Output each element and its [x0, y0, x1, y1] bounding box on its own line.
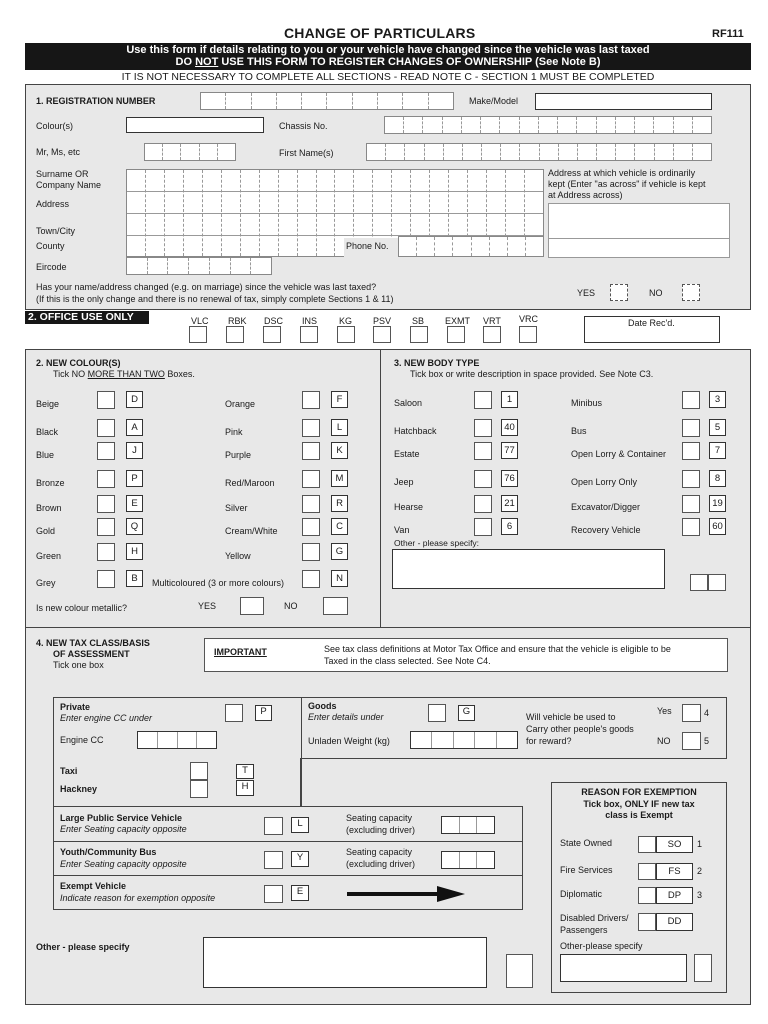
- instruction-banner: [25, 43, 751, 70]
- body-other-code-box[interactable]: [708, 574, 726, 591]
- body-type-name: Minibus: [571, 398, 603, 408]
- office-code-label: VRT: [483, 316, 501, 326]
- hackney-label: Hackney: [60, 784, 98, 794]
- colour-code: N: [331, 570, 348, 587]
- colour-code: G: [331, 543, 348, 560]
- colour-checkbox[interactable]: [97, 543, 115, 561]
- engine-cc-label: Engine CC: [60, 735, 104, 745]
- important-label: IMPORTANT: [214, 647, 267, 657]
- body-type-name: Jeep: [394, 477, 414, 487]
- private-code: P: [255, 705, 272, 721]
- lpsv-checkbox[interactable]: [264, 817, 283, 835]
- body-type-name: Saloon: [394, 398, 423, 408]
- banner-line-1: Use this form if details relating to you or your vehicle have changed since the vehicle was last taxed: [126, 44, 650, 56]
- youth-bus-sub: Enter Seating capacity opposite: [60, 859, 187, 869]
- office-code-label: EXMT: [445, 316, 471, 326]
- body-type-checkbox[interactable]: [682, 391, 700, 409]
- colour-code: E: [126, 495, 143, 512]
- exemption-reason-code: FS: [656, 863, 693, 880]
- office-code-box[interactable]: [447, 326, 465, 343]
- body-type-code: 8: [709, 470, 726, 487]
- body-type-code: 5: [709, 419, 726, 436]
- body-type-name: Excavator/Digger: [571, 502, 641, 512]
- colour-checkbox[interactable]: [302, 570, 320, 588]
- name-change-no-checkbox[interactable]: [682, 284, 700, 301]
- exemption-other-code-box[interactable]: [694, 954, 712, 982]
- new-body-instruction: Tick box or write description in space provided. See Note C3.: [410, 369, 654, 379]
- body-type-name: Open Lorry & Container: [571, 449, 667, 459]
- colour-name: Gold: [36, 526, 56, 536]
- office-code-box[interactable]: [483, 326, 501, 343]
- office-code-label: PSV: [373, 316, 392, 326]
- disabled-checkbox[interactable]: [638, 913, 656, 931]
- colour-code: H: [126, 543, 143, 560]
- eircode-label: Eircode: [36, 262, 67, 272]
- exempt-label: Exempt Vehicle: [60, 881, 127, 891]
- hackney-code: H: [236, 780, 254, 796]
- section-4-tax-class: [25, 627, 751, 1005]
- office-code-box[interactable]: [519, 326, 537, 343]
- section-colour-body: [25, 349, 751, 628]
- tax-other-label: Other - please specify: [36, 942, 130, 952]
- registration-label: 1. REGISTRATION NUMBER: [36, 96, 156, 106]
- office-code-label: DSC: [264, 316, 284, 326]
- private-goods-panel: [53, 697, 727, 759]
- goods-code: G: [458, 705, 475, 721]
- office-code-box[interactable]: [226, 326, 244, 343]
- taxi-hackney-panel: [53, 758, 301, 807]
- form-number: RF111: [712, 28, 744, 40]
- lpsv-seating-label-1: Seating capacity: [346, 813, 413, 823]
- row-divider: [54, 875, 522, 876]
- taxi-label: Taxi: [60, 766, 78, 776]
- office-code-box[interactable]: [373, 326, 391, 343]
- body-type-name: Hearse: [394, 502, 424, 512]
- colour-code: B: [126, 570, 143, 587]
- disabled-label: Disabled Drivers/ Passengers: [560, 913, 629, 935]
- metallic-no-label: NO: [284, 601, 298, 611]
- body-type-checkbox[interactable]: [474, 442, 492, 460]
- name-change-yes-checkbox[interactable]: [610, 284, 628, 301]
- office-code-label: INS: [302, 316, 318, 326]
- office-code-box[interactable]: [337, 326, 355, 343]
- first-name-input[interactable]: [366, 143, 712, 161]
- office-code-box[interactable]: [410, 326, 428, 343]
- youth-seating-input[interactable]: [441, 851, 495, 869]
- body-type-code: 7: [709, 442, 726, 459]
- body-type-checkbox[interactable]: [682, 470, 700, 488]
- address-label: Address: [36, 199, 70, 209]
- form-title: CHANGE OF PARTICULARS: [284, 25, 476, 41]
- colour-code: A: [126, 419, 143, 436]
- exemption-reason-name: Diplomatic: [560, 889, 603, 899]
- private-label: Private: [60, 702, 91, 712]
- town-label: Town/City: [36, 226, 76, 236]
- colour-code: Q: [126, 518, 143, 535]
- private-checkbox[interactable]: [225, 704, 243, 722]
- colour-checkbox[interactable]: [97, 518, 115, 536]
- colour-code: K: [331, 442, 348, 459]
- colour-checkbox[interactable]: [97, 470, 115, 488]
- name-change-note: (If this is the only change and there is no renewal of tax, simply complete Sections 1 & 11): [36, 294, 394, 304]
- youth-bus-label: Youth/Community Bus: [60, 847, 157, 857]
- section-1-registration: [25, 84, 751, 310]
- body-other-label: Other - please specify:: [394, 538, 480, 548]
- exemption-reason-code: SO: [656, 836, 693, 853]
- tax-other-code-box[interactable]: [506, 954, 533, 988]
- surname-label: Surname OR: [36, 169, 89, 179]
- colour-name: Purple: [225, 450, 252, 460]
- important-text-1: See tax class definitions at Motor Tax Office and ensure that the vehicle is eligible to be: [324, 644, 671, 654]
- row-divider: [54, 841, 522, 842]
- reason-exemption-panel: [551, 782, 727, 993]
- body-type-code: 60: [709, 518, 726, 535]
- phone-label: Phone No.: [346, 241, 389, 251]
- body-type-name: Recovery Vehicle: [571, 525, 641, 535]
- colour-checkbox[interactable]: [97, 570, 115, 588]
- goods-label: Goods: [308, 701, 337, 711]
- carry-no-code: 5: [704, 736, 710, 746]
- new-colour-instruction: Tick NO MORE THAN TWO Boxes.: [53, 369, 195, 379]
- unladen-weight-input[interactable]: [410, 731, 518, 749]
- colour-checkbox[interactable]: [97, 419, 115, 437]
- colours-label: Colour(s): [36, 121, 74, 131]
- engine-cc-input[interactable]: [137, 731, 217, 749]
- exemption-sub-1: Tick box, ONLY IF new tax: [583, 799, 695, 809]
- carry-goods-question: Will vehicle be used to Carry other people's goods for reward?: [526, 712, 634, 746]
- goods-checkbox[interactable]: [428, 704, 446, 722]
- body-type-checkbox[interactable]: [682, 442, 700, 460]
- body-type-name: Hatchback: [394, 426, 437, 436]
- colour-code: D: [126, 391, 143, 408]
- exemption-reason-name: State Owned: [560, 838, 613, 848]
- body-type-code: 6: [501, 518, 518, 535]
- colour-code: R: [331, 495, 348, 512]
- chassis-number-input[interactable]: [384, 116, 712, 134]
- body-type-checkbox[interactable]: [682, 518, 700, 536]
- colour-checkbox[interactable]: [97, 391, 115, 409]
- colour-checkbox[interactable]: [302, 543, 320, 561]
- exemption-reason-number: 3: [697, 890, 703, 900]
- colour-code: M: [331, 470, 348, 487]
- colour-code: F: [331, 391, 348, 408]
- carry-no-checkbox[interactable]: [682, 732, 701, 750]
- body-other-code-box[interactable]: [690, 574, 708, 591]
- goods-sub: Enter details under: [308, 712, 384, 722]
- exemption-reason-checkbox[interactable]: [638, 887, 656, 904]
- exemption-other-label: Other-please specify: [560, 941, 643, 951]
- first-name-label: First Name(s): [279, 148, 334, 158]
- office-code-label: VLC: [191, 316, 209, 326]
- lpsv-seating-label-2: (excluding driver): [346, 825, 416, 835]
- office-code-box[interactable]: [300, 326, 318, 343]
- body-other-input[interactable]: [392, 549, 665, 589]
- completion-note: IT IS NOT NECESSARY TO COMPLETE ALL SECTIONS - READ NOTE C - SECTION 1 MUST BE COMPLETED: [121, 71, 655, 83]
- chassis-label: Chassis No.: [279, 121, 328, 131]
- new-colour-title: 2. NEW COLOUR(S): [36, 358, 121, 368]
- exemption-reason-checkbox[interactable]: [638, 836, 656, 853]
- section-divider: [380, 350, 381, 628]
- exemption-reason-number: 2: [697, 866, 703, 876]
- make-model-input[interactable]: [535, 93, 712, 110]
- colour-name: Blue: [36, 450, 55, 460]
- lpsv-seating-input[interactable]: [441, 816, 495, 834]
- body-type-code: 1: [501, 391, 518, 408]
- tax-class-tick-one: Tick one box: [53, 660, 104, 670]
- name-change-yes-label: YES: [577, 288, 596, 298]
- taxi-checkbox[interactable]: [190, 762, 208, 780]
- youth-seating-label-2: (excluding driver): [346, 859, 416, 869]
- exemption-reason-number: 1: [697, 839, 703, 849]
- county-label: County: [36, 241, 65, 251]
- name-change-no-label: NO: [649, 288, 663, 298]
- important-text-2: Taxed in the class selected. See Note C4.: [324, 656, 491, 666]
- colours-input[interactable]: [126, 117, 264, 133]
- metallic-question: Is new colour metallic?: [36, 603, 128, 613]
- office-code-label: KG: [339, 316, 353, 326]
- carry-yes-code: 4: [704, 708, 710, 718]
- body-type-code: 40: [501, 419, 518, 436]
- colour-name: Multicoloured (3 or more colours): [152, 578, 285, 588]
- psv-exempt-panel: [53, 806, 523, 910]
- colour-name: Beige: [36, 399, 60, 409]
- office-code-label: RBK: [228, 316, 247, 326]
- body-type-code: 21: [501, 495, 518, 512]
- make-model-label: Make/Model: [469, 96, 519, 106]
- body-type-name: Estate: [394, 449, 420, 459]
- colour-name: Grey: [36, 578, 56, 588]
- colour-name: Bronze: [36, 478, 65, 488]
- tax-class-title-1: 4. NEW TAX CLASS/BASIS: [36, 638, 150, 648]
- body-type-checkbox[interactable]: [682, 419, 700, 437]
- body-type-checkbox[interactable]: [474, 470, 492, 488]
- body-type-checkbox[interactable]: [474, 518, 492, 536]
- office-use-title: 2. OFFICE USE ONLY: [25, 311, 149, 324]
- carry-no-label: NO: [657, 736, 671, 746]
- exemption-title: REASON FOR EXEMPTION: [581, 787, 697, 797]
- colour-name: Silver: [225, 503, 248, 513]
- office-code-label: SB: [412, 316, 425, 326]
- date-received-box[interactable]: [584, 316, 720, 343]
- exempt-code: E: [291, 885, 309, 901]
- colour-checkbox[interactable]: [302, 518, 320, 536]
- exempt-sub: Indicate reason for exemption opposite: [60, 893, 216, 903]
- carry-yes-checkbox[interactable]: [682, 704, 701, 722]
- exemption-reason-checkbox[interactable]: [638, 863, 656, 880]
- banner-line-2: DO NOT USE THIS FORM TO REGISTER CHANGES OF OWNERSHIP (See Note B): [175, 56, 601, 68]
- lpsv-code: L: [291, 817, 309, 833]
- colour-name: Black: [36, 427, 59, 437]
- body-type-code: 3: [709, 391, 726, 408]
- hackney-checkbox[interactable]: [190, 780, 208, 798]
- lpsv-label: Large Public Service Vehicle: [60, 813, 183, 823]
- disabled-code: DD: [656, 913, 693, 931]
- colour-code: J: [126, 442, 143, 459]
- colour-checkbox[interactable]: [97, 495, 115, 513]
- colour-code: C: [331, 518, 348, 535]
- body-type-code: 77: [501, 442, 518, 459]
- colour-name: Red/Maroon: [225, 478, 275, 488]
- date-received-label: Date Rec'd.: [628, 318, 675, 328]
- youth-seating-label-1: Seating capacity: [346, 847, 413, 857]
- registration-number-input[interactable]: [200, 92, 454, 110]
- office-use-codes: [185, 316, 545, 346]
- taxi-code: T: [236, 764, 254, 779]
- private-sub: Enter engine CC under: [60, 713, 153, 723]
- exemption-reason-code: DP: [656, 887, 693, 904]
- colour-name: Brown: [36, 503, 62, 513]
- colour-code: L: [331, 419, 348, 436]
- youth-bus-checkbox[interactable]: [264, 851, 283, 869]
- colour-checkbox[interactable]: [302, 495, 320, 513]
- colour-name: Green: [36, 551, 62, 561]
- body-type-name: Van: [394, 525, 410, 535]
- body-type-checkbox[interactable]: [474, 495, 492, 513]
- body-type-checkbox[interactable]: [474, 391, 492, 409]
- unladen-weight-label: Unladen Weight (kg): [308, 736, 390, 746]
- exemption-sub-2: class is Exempt: [605, 810, 673, 820]
- metallic-yes-checkbox[interactable]: [240, 597, 264, 615]
- arrow-right-icon: [347, 885, 465, 903]
- eircode-input[interactable]: [126, 257, 272, 275]
- metallic-yes-label: YES: [198, 601, 217, 611]
- office-code-box[interactable]: [189, 326, 207, 343]
- company-label: Company Name: [36, 180, 102, 190]
- exemption-other-input[interactable]: [560, 954, 687, 982]
- exempt-checkbox[interactable]: [264, 885, 283, 903]
- colour-name: Cream/White: [225, 526, 278, 536]
- colour-checkbox[interactable]: [302, 419, 320, 437]
- tax-other-input[interactable]: [203, 937, 487, 988]
- colour-name: Orange: [225, 399, 256, 409]
- title-input[interactable]: [144, 143, 236, 161]
- colour-name: Yellow: [225, 551, 251, 561]
- important-notice: [204, 638, 728, 672]
- panel-divider: [301, 698, 302, 810]
- colour-code: P: [126, 470, 143, 487]
- colour-checkbox[interactable]: [97, 442, 115, 460]
- body-type-name: Bus: [571, 426, 587, 436]
- ordinary-address-note: Address at which vehicle is ordinarily kept (Enter "as across" if vehicle is kept at Address across): [548, 168, 706, 200]
- new-body-title: 3. NEW BODY TYPE: [394, 358, 480, 368]
- exemption-reason-name: Fire Services: [560, 865, 613, 875]
- office-code-label: VRC: [519, 314, 539, 324]
- office-code-box[interactable]: [263, 326, 281, 343]
- lpsv-sub: Enter Seating capacity opposite: [60, 824, 187, 834]
- colour-checkbox[interactable]: [302, 391, 320, 409]
- body-type-name: Open Lorry Only: [571, 477, 638, 487]
- phone-input[interactable]: [398, 236, 544, 257]
- name-change-question: Has your name/address changed (e.g. on marriage) since the vehicle was last taxed?: [36, 282, 377, 292]
- tax-class-title-2: OF ASSESSMENT: [53, 649, 130, 659]
- body-type-checkbox[interactable]: [474, 419, 492, 437]
- body-type-checkbox[interactable]: [682, 495, 700, 513]
- colour-checkbox[interactable]: [302, 442, 320, 460]
- ordinary-address-input[interactable]: [548, 203, 730, 258]
- colour-checkbox[interactable]: [302, 470, 320, 488]
- metallic-no-checkbox[interactable]: [323, 597, 348, 615]
- title-label: Mr, Ms, etc: [36, 147, 81, 157]
- body-type-code: 19: [709, 495, 726, 512]
- colour-name: Pink: [225, 427, 243, 437]
- youth-bus-code: Y: [291, 851, 309, 867]
- body-type-code: 76: [501, 470, 518, 487]
- carry-yes-label: Yes: [657, 706, 672, 716]
